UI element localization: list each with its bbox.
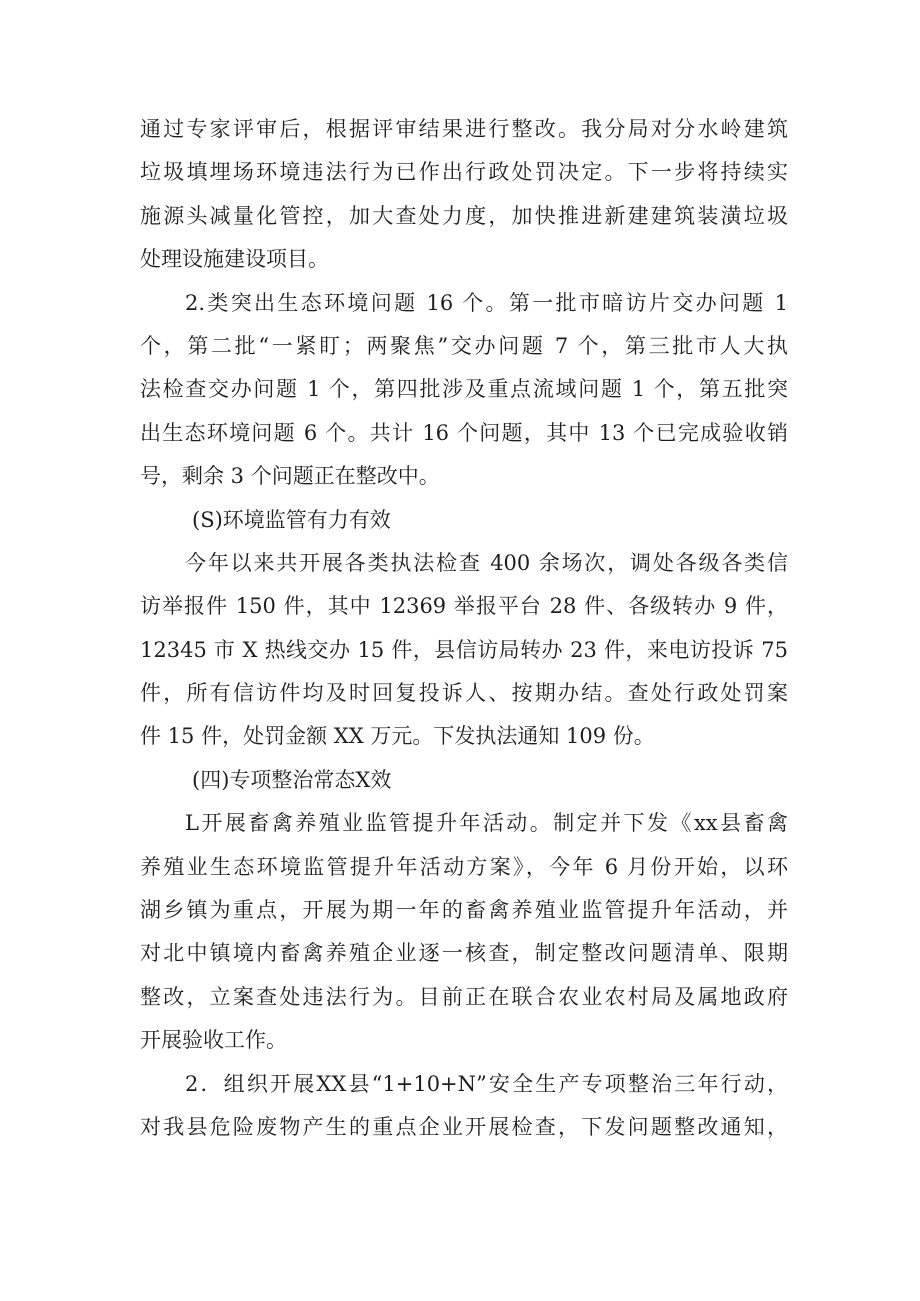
section-heading: (四)专项整治常态X效 <box>192 767 392 792</box>
text-line: 访举报件 150 件，其中 12369 举报平台 28 件、各级转办 9 件， <box>140 594 788 619</box>
text-line: 施源头减量化管控，加大查处力度，加快推进新建建筑装潢垃圾 <box>140 203 788 228</box>
text-line: 件，所有信访件均及时回复投诉人、按期办结。查处行政处罚案 <box>140 681 788 706</box>
text-line: 号，剩余 3 个问题正在整改中。 <box>140 464 440 489</box>
paragraph-supervision <box>140 542 788 759</box>
text-line: 2．组织开展XX县“1+10+N”安全生产专项整治三年行动， <box>185 1071 788 1096</box>
paragraph-continuation <box>140 108 788 282</box>
text-line: L开展畜禽养殖业监管提升年活动。制定并下发《xx县畜禽 <box>185 811 788 836</box>
text-line: 湖乡镇为重点，开展为期一年的畜禽养殖业监管提升年活动，并 <box>140 898 788 923</box>
text-line: 12345 市 X 热线交办 15 件，县信访局转办 23 件，来电访投诉 75 <box>140 637 788 662</box>
text-line: 养殖业生态环境监管提升年活动方案》，今年 6 月份开始，以环 <box>140 854 788 879</box>
section-heading: (S)环境监管有力有效 <box>192 507 391 532</box>
text-line: 出生态环境问题 6 个。共计 16 个问题，其中 13 个已完成验收销 <box>140 420 788 445</box>
text-line: 对北中镇境内畜禽养殖企业逐一核查，制定整改问题清单、限期 <box>140 941 788 966</box>
text-line: 整改，立案查处违法行为。目前正在联合农业农村局及属地政府 <box>140 984 788 1009</box>
text-line: 法检查交办问题 1 个，第四批涉及重点流域问题 1 个，第五批突 <box>140 377 788 402</box>
paragraph-safety-campaign <box>140 1063 788 1150</box>
text-line: 垃圾填埋场环境违法行为已作出行政处罚决定。下一步将持续实 <box>140 160 788 185</box>
paragraph-prominent-issues <box>140 282 788 499</box>
paragraph-livestock <box>140 802 788 1062</box>
text-line: 开展验收工作。 <box>140 1028 287 1053</box>
document-body <box>140 108 788 1149</box>
text-line: 处理设施建设项目。 <box>140 247 329 272</box>
text-line: 今年以来共开展各类执法检查 400 余场次，调处各级各类信 <box>185 550 788 575</box>
text-line: 个，第二批“一紧盯；两聚焦”交办问题 7 个，第三批市人大执 <box>140 333 788 358</box>
text-line: 2.类突出生态环境问题 16 个。第一批市暗访片交办问题 1 <box>185 290 788 315</box>
text-line: 件 15 件，处罚金额 XX 万元。下发执法通知 109 份。 <box>140 724 655 749</box>
text-line: 通过专家评审后，根据评审结果进行整改。我分局对分水岭建筑 <box>140 117 788 141</box>
text-line: 对我县危险废物产生的重点企业开展检查，下发问题整改通知， <box>140 1114 788 1139</box>
